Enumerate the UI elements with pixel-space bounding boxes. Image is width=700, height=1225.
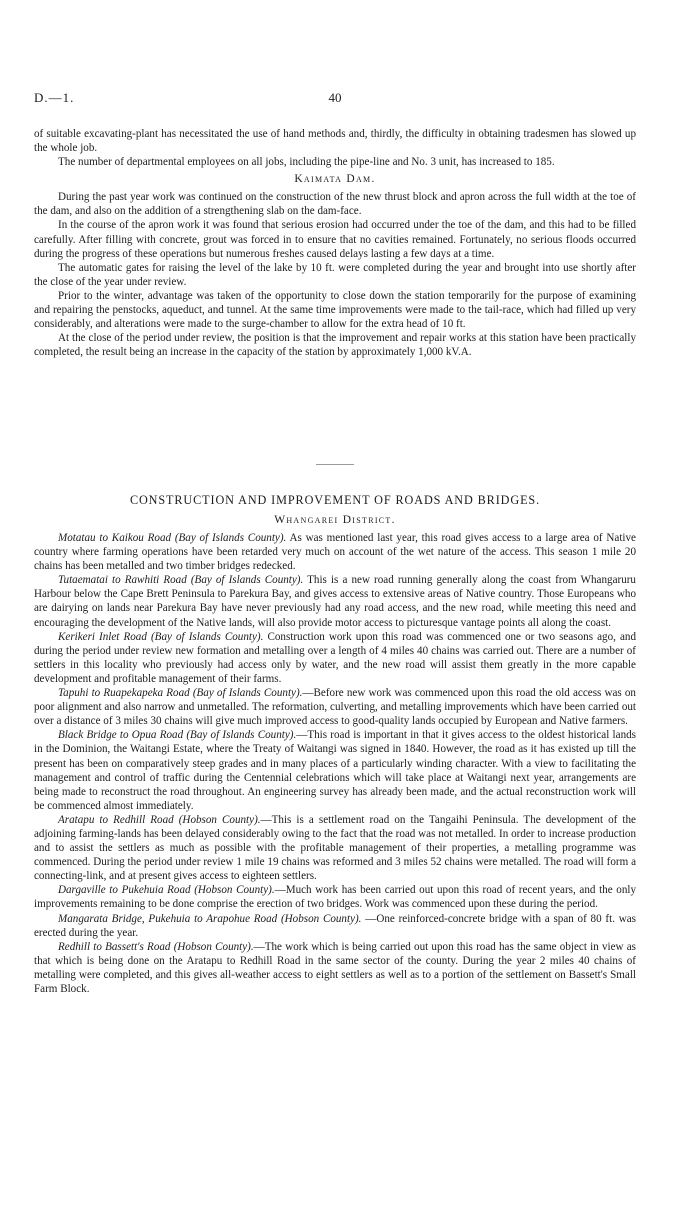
paragraph: of suitable excavating-plant has necessitated the use of hand methods and, thirdly, the difficulty in obtaining tradesmen has slowed up the whole job. (34, 128, 636, 155)
paragraph: Prior to the winter, advantage was taken of the opportunity to close down the station temporarily for the purpose of examining and repairing the penstocks, aqueduct, and tunnel. At the same time improvements were made to the tail-race, which had filled up very considerably, and alterations were made to the surge-chamber to allow for the extra head of 10 ft. (34, 289, 636, 331)
road-item (34, 531, 636, 573)
paragraph: In the course of the apron work it was found that serious erosion had occurred under the toe of the dam, and this had to be filled carefully. After filling with concrete, grout was forced in to ensure that no cavities remained. Fortunately, no serious floods occurred during the progress of these operations but numerous freshes caused delays lasting a few days at a time. (34, 219, 636, 260)
road-text: This is a settlement road on the Tangaihi Peninsula. The development of the adjoining farming-lands has been delayed considerably owing to the fact that the road was not metalled. In order to increase production and to assist the settlers as much as possible with the profitable management of their properties, a metalling programme was commenced. During the period under review 1 mile 19 chains was reformed and 3 miles 52 chains were metalled. The road will form a connecting-link, and at present gives access to eighteen settlers. (34, 813, 636, 883)
road-item: Aratapu to Redhill Road (Hobson County).—This is a settlement road on the Tangaihi Peninsula. The development of the adjoining farming-lands has been delayed considerably owing to the fact that the road was not metalled. In order to increase production and to assist the settlers as much as possible with the profitable management of their properties, a metalling programme was commenced. During the period under review 1 mile 19 chains was reformed and 3 miles 52 chains were metalled. The road will form a connecting-link, and at present gives access to eighteen settlers. (34, 813, 636, 883)
road-text: Before new work was commenced upon this road the old access was on poor alignment and also narrow and unmetalled. The reformation, culverting, and metalling improvements which have been carried out over a distance of 3 miles 30 chains will give much improved access to good-quality lands occupied by European and Native farmers. (34, 687, 636, 728)
district-subheading: Whangarei District. (274, 514, 396, 526)
road-title: Redhill to Bassett's Road (Hobson County). (58, 940, 254, 953)
road-title: Tapuhi to Ruapekapeka Road (Bay of Islands County). (58, 687, 303, 700)
road-title: Dargaville to Pukehuia Road (Hobson County). (58, 884, 275, 897)
road-item: Tapuhi to Ruapekapeka Road (Bay of Islands County).—Before new work was commenced upon this road the old access was on poor alignment and also narrow and unmetalled. The reformation, culverting, and metalling improvements which have been carried out over a distance of 3 miles 30 chains will give much improved access to good-quality lands occupied by European and Native farmers. (34, 687, 636, 728)
document-page (34, 0, 636, 1225)
section-heading: CONSTRUCTION AND IMPROVEMENT OF ROADS AND BRIDGES. (129, 493, 541, 507)
road-item: Mangarata Bridge, Pukehuia to Arapohue Road (Hobson County). —One reinforced-concrete bridge with a span of 80 ft. was erected during the year. (34, 912, 636, 939)
kaimata-section (34, 127, 636, 359)
road-title: Kerikeri Inlet Road (Bay of Islands County). (58, 630, 264, 643)
road-title: Mangarata Bridge, Pukehuia to Arapohue Road (Hobson County). (58, 912, 362, 925)
document-reference: D.—1. (34, 90, 75, 105)
road-title: Motatau to Kaikou Road (Bay of Islands County). (58, 532, 287, 544)
section-divider (316, 464, 354, 465)
road-text: This is a new road running generally along the coast from Whangaruru Harbour below the Cape Brett Peninsula to Parekura Bay, and gives access to extensive areas of Native country. Those Europeans who are dairying on lands near Parekura Bay have never previously had any road access, and the new road, while meeting this need and encouraging the development of the Native lands, will also provide motor access to picturesque vantage points all along the coast. (34, 574, 636, 629)
road-text: This road is important in that it gives access to the oldest historical lands in the Dominion, the Waitangi Estate, where the Treaty of Waitangi was signed in 1840. However, the road as it has existed up till the present has been on comparatively steep grades and in many places of a particularly winding character. With a view to facilitating the management and control of traffic during the Centennial celebrations which will take place at Waitangi next year, arrangements are being made to reconstruct the road throughout. An engineering survey has already been made, and the actual reconstruction work will be commenced almost immediately. (34, 729, 636, 812)
road-title: Aratapu to Redhill Road (Hobson County). (58, 813, 261, 826)
paragraph: During the past year work was continued on the construction of the new thrust block and apron across the full width at the toe of the dam, and also on the addition of a strengthening slab on the dam-face. (34, 191, 636, 218)
road-text: As was mentioned last year, this road gives access to a large area of Native country where farming operations have been retarded very much on account of the wet nature of the access. This season 1 mile 20 chains has been metalled and two timber bridges redecked. (34, 532, 636, 573)
road-title: Tutaematai to Rawhiti Road (Bay of Islands County). (58, 574, 304, 587)
paragraph: At the close of the period under review, the position is that the improvement and repair works at this station have been practically completed, the result being an increase in the capacity of the station by approximately 1,000 kV.A. (34, 332, 636, 359)
road-item (34, 573, 636, 629)
page-number: 40 (328, 90, 342, 105)
road-text: One reinforced-concrete bridge with a span of 80 ft. was erected during the year. (34, 912, 636, 939)
paragraph: The automatic gates for raising the level of the lake by 10 ft. were completed during the year and brought into use shortly after the close of the year under review. (34, 261, 636, 288)
road-item: Dargaville to Pukehuia Road (Hobson County).—Much work has been carried out upon this road of recent years, and the only improvements remaining to be done comprise the erection of two bridges. Work was commenced upon these during the period. (34, 884, 636, 911)
road-title: Black Bridge to Opua Road (Bay of Islands County). (58, 729, 297, 742)
section-subheading: Kaimata Dam. (294, 173, 376, 186)
paragraph: The number of departmental employees on all jobs, including the pipe-line and No. 3 unit, has increased to 185. (58, 156, 555, 169)
road-item (34, 630, 636, 686)
road-item: Redhill to Bassett's Road (Hobson County).—The work which is being carried out upon this road has the same object in view as that which is being done on the Aratapu to Redhill Road in the same sector of the county. During the year 2 miles 40 chains of metalling were completed, and this gives all-weather access to eight settlers as well as to a portion of the settlement on Bassett's Small Farm Block. (34, 940, 636, 995)
page-header (34, 90, 636, 108)
road-item: Black Bridge to Opua Road (Bay of Islands County).—This road is important in that it gives access to the oldest historical lands in the Dominion, the Waitangi Estate, where the Treaty of Waitangi was signed in 1840. However, the road as it has existed up till the present has been on comparatively steep grades and in many places of a particularly winding character. With a view to facilitating the management and control of traffic during the Centennial celebrations which will take place at Waitangi next year, arrangements are being made to reconstruct the road throughout. An engineering survey has already been made, and the actual reconstruction work will be commenced almost immediately. (34, 729, 636, 812)
road-text: The work which is being carried out upon this road has the same object in view as that which is being done on the Aratapu to Redhill Road in the same sector of the county. During the year 2 miles 40 chains of metalling were completed, and this gives all-weather access to eight settlers as well as to a portion of the settlement on Bassett's Small Farm Block. (34, 940, 636, 995)
road-text: Much work has been carried out upon this road of recent years, and the only improvements remaining to be done comprise the erection of two bridges. Work was commenced upon these during the period. (34, 884, 636, 911)
road-text: Construction work upon this road was commenced one or two seasons ago, and during the period under review new formation and metalling over a length of 4 miles 40 chains was carried out. There are a number of settlers in this locality who previously had access only by water, and the new road will assist them greatly in the more capable development and profitable management of their farms. (34, 630, 636, 685)
roads-section (34, 493, 636, 996)
